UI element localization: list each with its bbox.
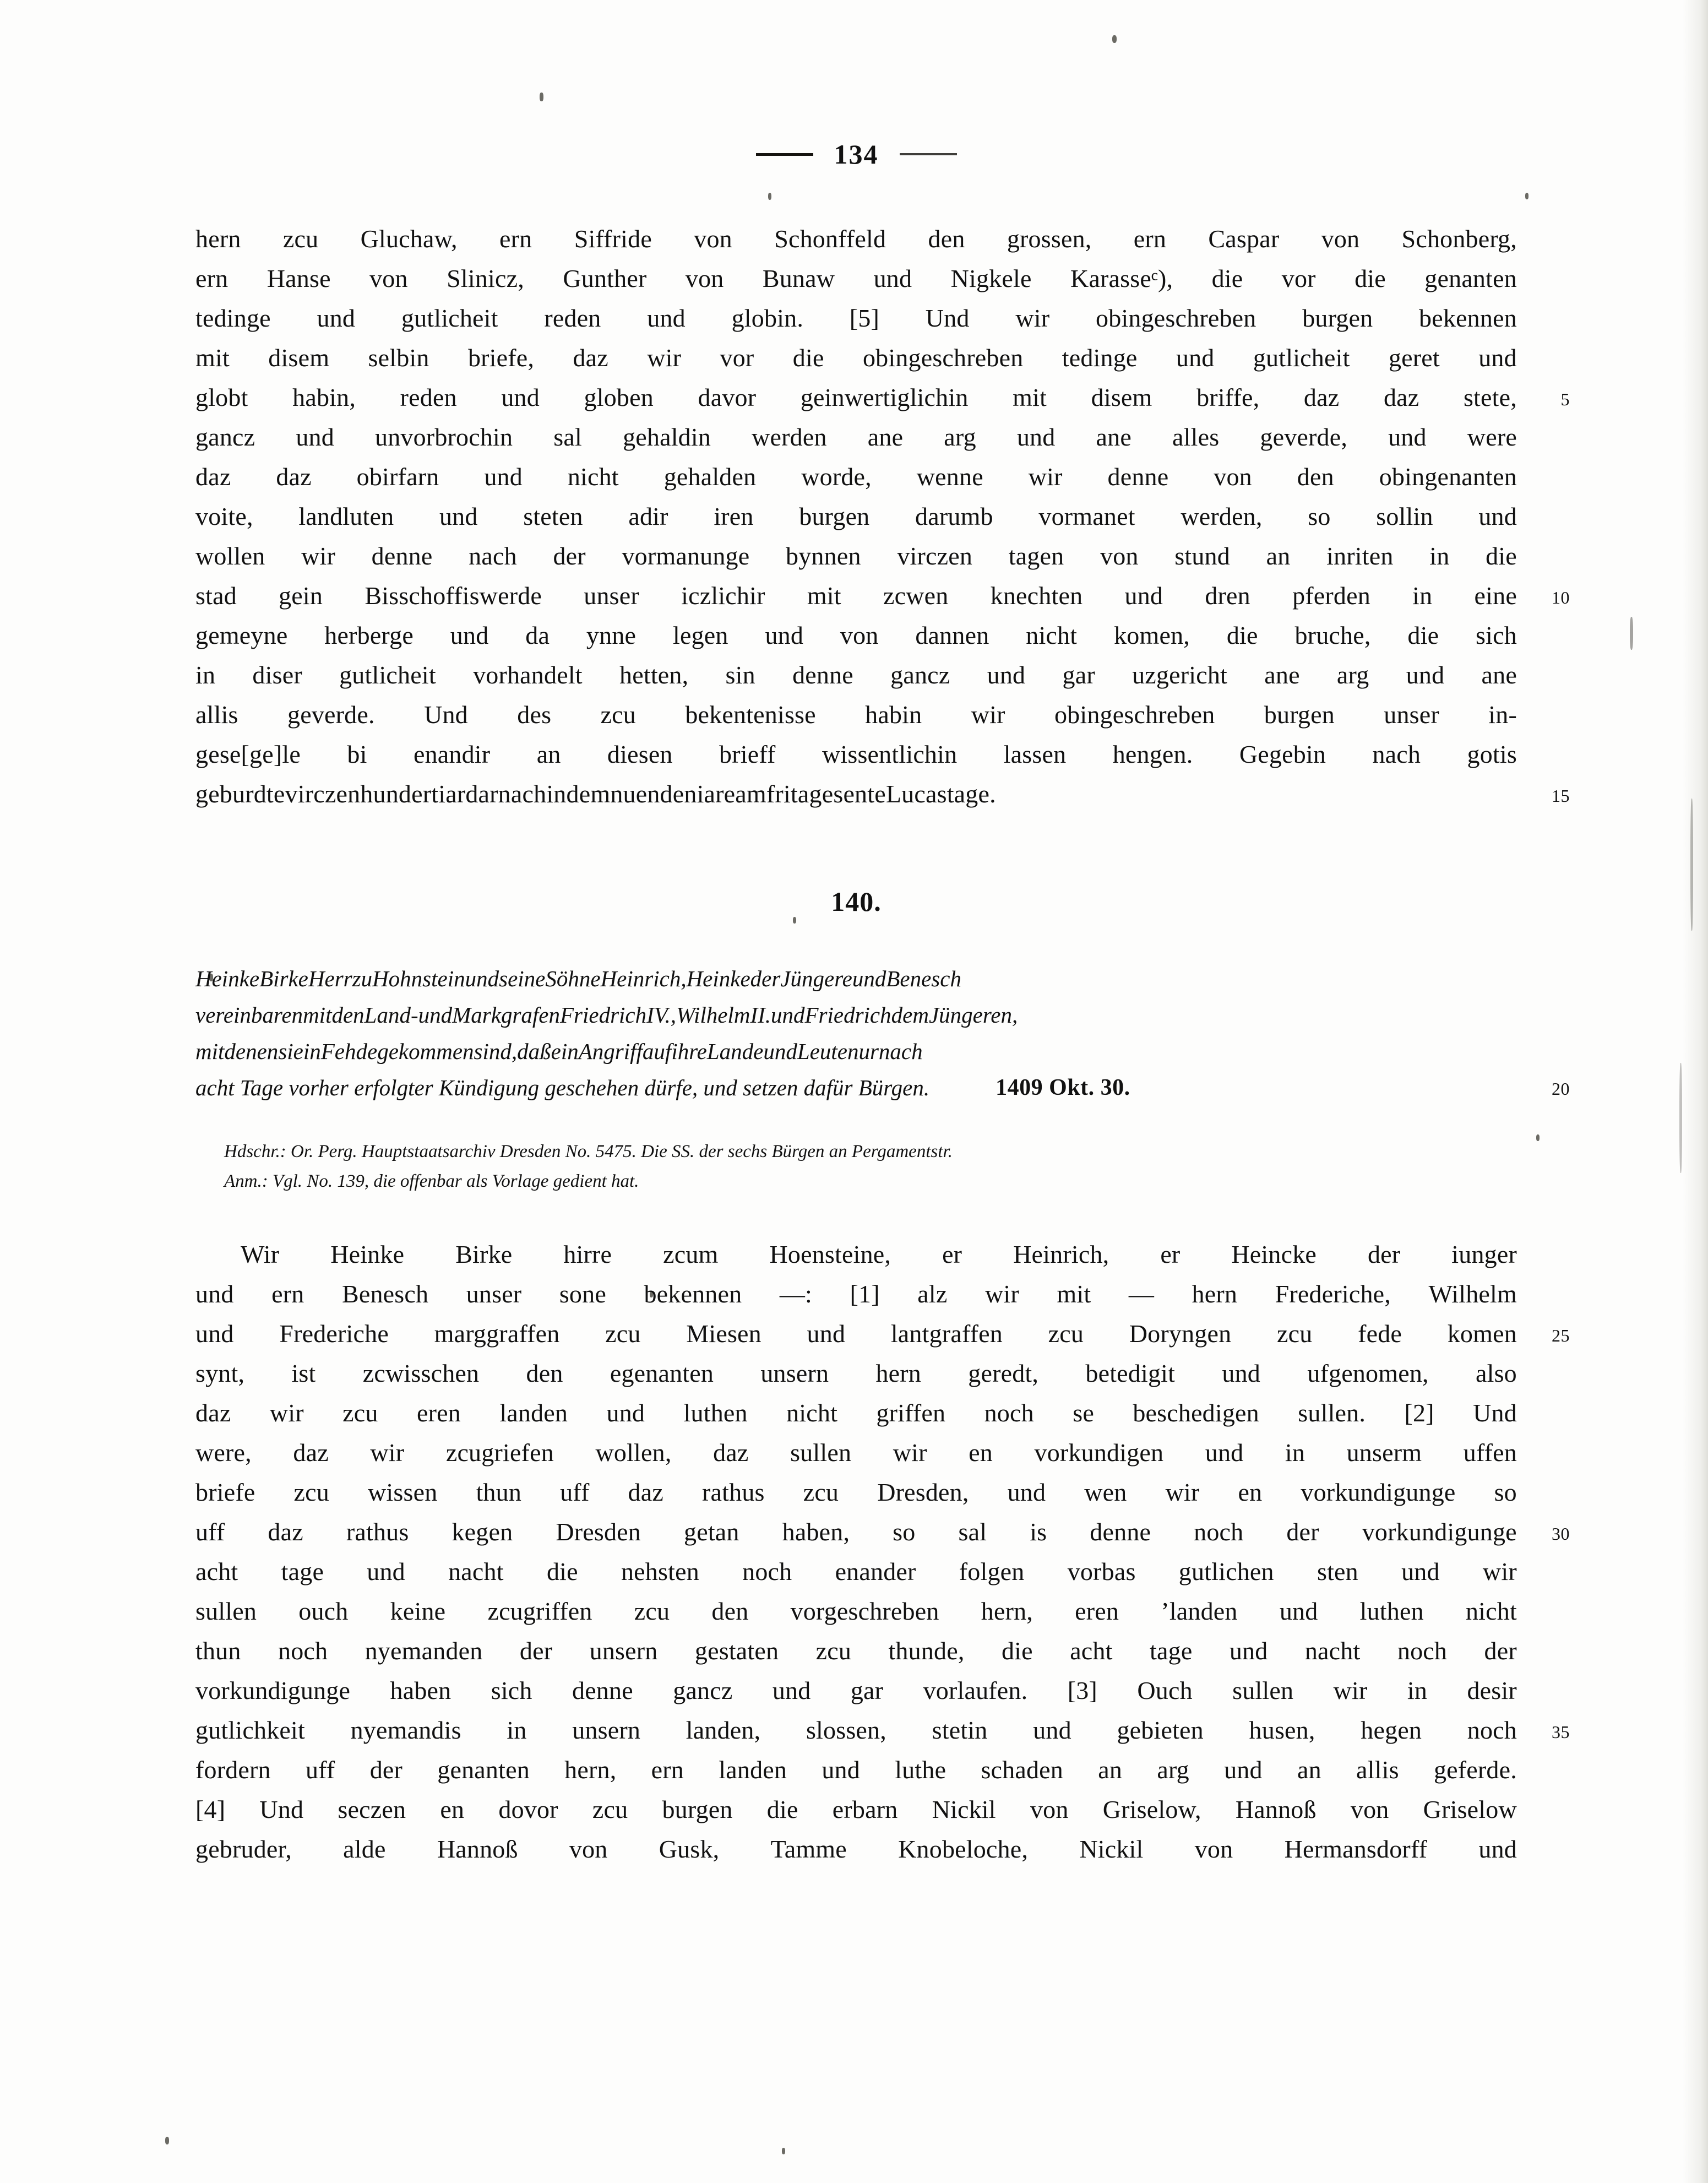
text-line: und Frederiche marggraffen zcu Miesen und lantgraffen zcu Doryngen zcu fede komen — [195, 1319, 1517, 1348]
text-line: stad gein Bisschoffiswerde unser iczlichir mit zcwen knechten und dren pferden in eine — [195, 582, 1517, 610]
scan-speck — [1630, 617, 1633, 650]
scan-speck — [1690, 799, 1693, 931]
page-content — [195, 0, 1570, 1869]
document-date: 1409 Okt. 30. — [996, 1075, 1130, 1100]
text-line: geburdte virczen hundert iar darnach in dem nuenden iare am fritage sente Lucas tage. — [195, 780, 996, 808]
text-line: sullen ouch keine zcugriffen zcu den vorgeschreben hern, eren ’landen und luthen nicht — [195, 1597, 1517, 1625]
text-line: in diser gutlicheit vorhandelt hetten, sin denne gancz und gar uzgericht ane arg und ane — [195, 661, 1517, 689]
header-rule-left — [756, 153, 813, 156]
text-line: daz wir zcu eren landen und luthen nicht griffen noch se beschedigen sullen. [2] Und — [195, 1399, 1517, 1427]
text-line: were, daz wir zcugriefen wollen, daz sullen wir en vorkundigen und in unserm uffen — [195, 1438, 1517, 1467]
text-line: vorkundigunge haben sich denne gancz und gar vorlaufen. [3] Ouch sullen wir in desir — [195, 1676, 1517, 1704]
text-line: [4] Und seczen en dovor zcu burgen die erbarn Nickil von Griselow, Hannoß von Griselow — [195, 1795, 1517, 1823]
scan-speck — [1525, 193, 1529, 199]
text-line: gancz und unvorbrochin sal gehaldin werden ane arg und ane alles geverde, und were — [195, 423, 1517, 451]
regest-line: vereinbaren mit den Land- und Markgrafen Friedrich IV., Wilhelm II. und Friedrich dem Jüngeren, — [195, 1002, 1018, 1028]
text-line: voite, landluten und steten adir iren burgen darumb vormanet werden, so sollin und — [195, 502, 1517, 530]
text-line: gese[ge]le bi enandir an diesen brieff wissentlichin lassen hengen. Gegebin nach gotis — [195, 740, 1517, 768]
regest-line: Heinke Birke Herr zu Hohnstein und seine Söhne Heinrich, Heinke der Jüngere und Benesch — [195, 966, 961, 991]
document-regest — [195, 960, 1570, 1106]
header-rule-right — [900, 153, 957, 155]
text-line: gebruder, alde Hannoß von Gusk, Tamme Knobeloche, Nickil von Hermansdorff und — [195, 1835, 1517, 1863]
text-line: allis geverde. Und des zcu bekentenisse habin wir obingeschreben burgen unser in- — [195, 700, 1517, 729]
text-line: synt, ist zcwisschen den egenanten unsern hern geredt, betedigit und ufgenomen, also — [195, 1359, 1517, 1387]
text-line: gemeyne herberge und da ynne legen und von dannen nicht komen, die bruche, die sich — [195, 621, 1517, 649]
text-line: uff daz rathus kegen Dresden getan haben, so sal is denne noch der vorkundigunge — [195, 1518, 1517, 1546]
line-number: 10 — [1552, 588, 1570, 607]
text-line: gutlichkeit nyemandis in unsern landen, slossen, stetin und gebieten husen, hegen noch — [195, 1716, 1517, 1744]
manuscript-source: Hdschr.: Or. Perg. Hauptstaatsarchiv Dresden No. 5475. Die SS. der sechs Bürgen an Pergamentstr. — [224, 1142, 953, 1161]
text-line: acht tage und nacht die nehsten noch enander folgen vorbas gutlichen sten und wir — [195, 1557, 1517, 1585]
text-line: briefe zcu wissen thun uff daz rathus zcu Dresden, und wen wir en vorkundigunge so — [195, 1478, 1517, 1506]
regest-line: mit denen sie in Fehde gekommen sind, daß ein Angriff auf ihre Lande und Leute nur nach — [195, 1039, 923, 1064]
text-line: thun noch nyemanden der unsern gestaten zcu thunde, die acht tage und nacht noch der — [195, 1637, 1517, 1665]
line-number: 35 — [1552, 1722, 1570, 1742]
line-number: 25 — [1552, 1326, 1570, 1345]
line-number: 30 — [1552, 1524, 1570, 1544]
scan-speck — [1679, 1063, 1682, 1173]
scan-speck — [165, 2137, 169, 2144]
document-140-text — [195, 1235, 1570, 1869]
document-139-continuation — [195, 219, 1570, 814]
text-line: wollen wir denne nach der vormanunge bynnen virczen tagen von stund an inriten in die — [195, 542, 1517, 570]
text-line: hern zcu Gluchaw, ern Siffride von Schonffeld den grossen, ern Caspar von Schonberg, — [195, 225, 1517, 253]
page-number: 134 — [834, 139, 879, 170]
line-number: 15 — [1552, 786, 1570, 806]
regest-line: acht Tage vorher erfolgter Kündigung geschehen dürfe, und setzen dafür Bürgen. — [195, 1075, 930, 1100]
text-line: und ern Benesch unser sone bekennen —: [1] alz wir mit — hern Frederiche, Wilhelm — [195, 1280, 1517, 1308]
text-line: fordern uff der genanten hern, ern landen und luthe schaden an arg und an allis geferde. — [195, 1756, 1517, 1784]
scan-speck — [782, 2148, 785, 2154]
scan-speck — [1536, 1134, 1540, 1141]
text-line: Wir Heinke Birke hirre zcum Hoensteine, er Heinrich, er Heincke der iunger — [241, 1240, 1517, 1268]
text-line: tedinge und gutlicheit reden und globin. [5] Und wir obingeschreben burgen bekennen — [195, 304, 1517, 332]
scan-edge-artifact — [1683, 0, 1708, 2183]
line-number: 20 — [1552, 1079, 1570, 1099]
text-line: daz daz obirfarn und nicht gehalden worde, wenne wir denne von den obingenanten — [195, 463, 1517, 491]
editorial-note: Anm.: Vgl. No. 139, die offenbar als Vorlage gedient hat. — [224, 1171, 639, 1191]
text-line: globt habin, reden und globen davor geinwertiglichin mit disem briffe, daz daz stete, — [195, 383, 1517, 411]
line-number: 5 — [1560, 389, 1570, 409]
text-line: mit disem selbin briefe, daz wir vor die obingeschreben tedinge und gutlicheit geret und — [195, 344, 1517, 372]
text-line: ern Hanse von Slinicz, Gunther von Bunaw und Nigkele Karasseᶜ), die vor die genanten — [195, 264, 1517, 292]
document-number-heading: 140. — [831, 886, 882, 917]
source-apparatus — [224, 1137, 1517, 1196]
running-head — [195, 137, 1517, 172]
